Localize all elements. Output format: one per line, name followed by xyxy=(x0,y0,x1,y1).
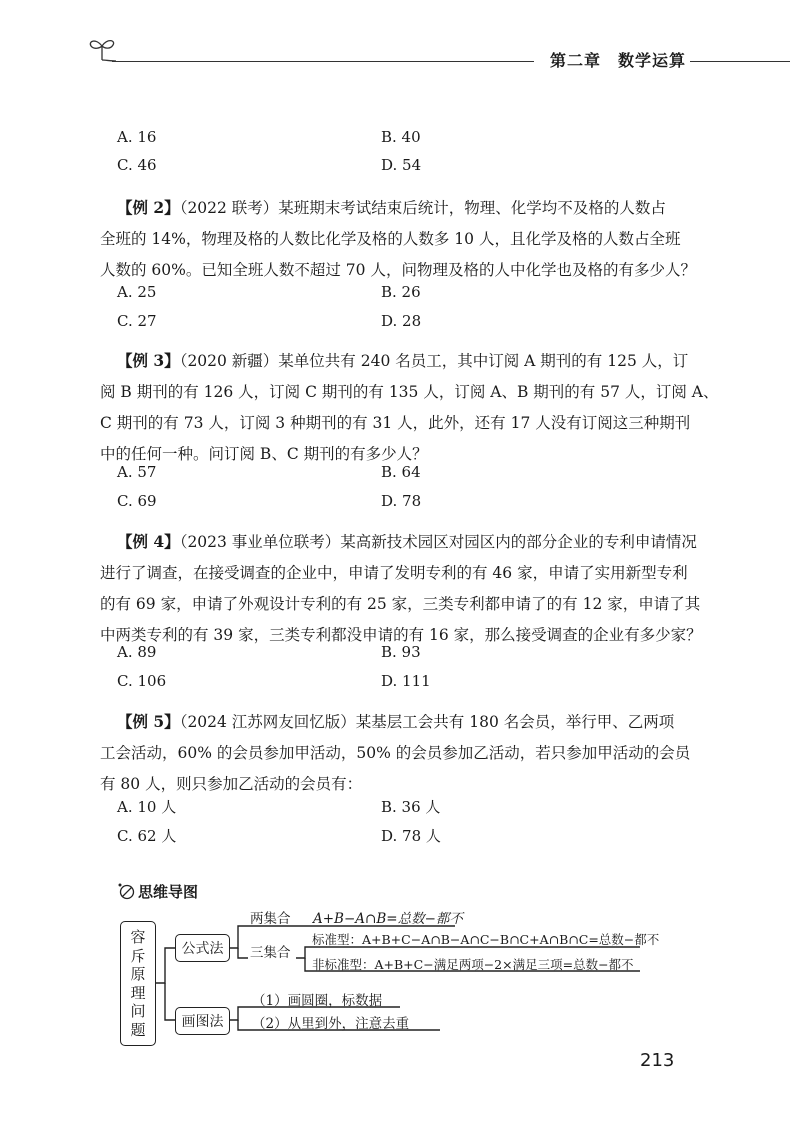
question-line: 工会活动，60% 的会员参加甲活动，50% 的会员参加乙活动，若只参加甲活动的会员 xyxy=(100,744,691,762)
root-char: 题 xyxy=(130,1020,146,1039)
option-a: A. 10 人 xyxy=(117,798,177,816)
standard-formula: 标准型：A+B+C−A∩B−A∩C−B∩C+A∩B∩C=总数−都不 xyxy=(312,932,660,947)
option-b: B. 26 xyxy=(381,283,421,301)
mindmap-root xyxy=(120,921,156,1046)
formula-method-label: 公式法 xyxy=(181,941,224,957)
option-d: D. 78 人 xyxy=(381,827,441,845)
question-line: （2020 新疆）某单位共有 240 名员工，其中订阅 A 期刊的有 125 人，订 xyxy=(179,352,689,370)
example-2-tag: 【例 2】 xyxy=(117,198,180,217)
option-a: A. 57 xyxy=(117,463,157,481)
drawing-step: （2）从里到外，注意去重 xyxy=(252,1016,410,1032)
option-c: C. 46 xyxy=(117,156,157,174)
root-char: 容 xyxy=(130,928,146,946)
option-a: A. 89 xyxy=(117,643,157,661)
option-d: D. 111 xyxy=(381,672,431,690)
option-d: D. 78 xyxy=(381,492,422,510)
mindmap-title: 思维导图 xyxy=(138,883,199,901)
option-c: C. 27 xyxy=(117,312,157,330)
question-line: （2023 事业单位联考）某高新技术园区对园区内的部分企业的专利申请情况 xyxy=(179,533,697,551)
root-char: 问 xyxy=(130,1002,146,1020)
option-a: A. 16 xyxy=(117,128,157,146)
root-char: 原 xyxy=(130,965,146,983)
option-c: C. 106 xyxy=(117,672,167,690)
option-b: B. 64 xyxy=(381,463,421,481)
nonstandard-formula: 非标准型：A+B+C−满足两项−2×满足三项=总数−都不 xyxy=(312,957,634,972)
question-line: C 期刊的有 73 人，订阅 3 种期刊的有 31 人，此外，还有 17 人没有订阅这三种期刊 xyxy=(100,414,691,432)
option-c: C. 62 人 xyxy=(117,827,177,845)
question-line: 全班的 14%，物理及格的人数比化学及格的人数多 10 人，且化学及格的人数占全班 xyxy=(100,230,681,248)
option-b: B. 40 xyxy=(381,128,421,146)
example-3-tag: 【例 3】 xyxy=(117,351,180,370)
formula-method-node xyxy=(175,934,230,962)
chapter-title: 第二章 数学运算 xyxy=(550,51,687,70)
two-sets-formula: A+B−A∩B=总数−都不 xyxy=(313,911,463,927)
drawing-method-node xyxy=(175,1007,230,1035)
question-line: 阅 B 期刊的有 126 人，订阅 C 期刊的有 135 人，订阅 A、B 期刊的有 57 人，订阅 A、 xyxy=(100,383,719,401)
drawing-step: （1）画圆圈，标数据 xyxy=(252,993,383,1009)
root-char: 斥 xyxy=(130,946,146,965)
question-line: （2022 联考）某班期末考试结束后统计，物理、化学均不及格的人数占 xyxy=(179,199,666,217)
question-line: 中的任何一种。问订阅 B、C 期刊的有多少人？ xyxy=(100,445,428,463)
question-line: 人数的 60%。已知全班人数不超过 70 人，问物理及格的人中化学也及格的有多少人？ xyxy=(100,261,696,279)
option-b: B. 93 xyxy=(381,643,421,661)
question-line: （2024 江苏网友回忆版）某基层工会共有 180 名会员，举行甲、乙两项 xyxy=(179,713,675,731)
question-line: 中两类专利的有 39 家，三类专利都没申请的有 16 家，那么接受调查的企业有多少家？ xyxy=(100,626,702,644)
drawing-method-label: 画图法 xyxy=(181,1014,224,1030)
root-char: 理 xyxy=(130,983,146,1002)
option-d: D. 54 xyxy=(381,156,422,174)
question-line: 的有 69 家，申请了外观设计专利的有 25 家，三类专利都申请了的有 12 家，申请了其 xyxy=(100,595,701,613)
three-sets-label: 三集合 xyxy=(250,945,291,961)
example-4-tag: 【例 4】 xyxy=(117,532,180,551)
page-number: 213 xyxy=(640,1050,675,1071)
example-5-tag: 【例 5】 xyxy=(117,712,180,731)
two-sets-label: 两集合 xyxy=(250,911,291,927)
option-a: A. 25 xyxy=(117,283,157,301)
question-line: 有 80 人，则只参加乙活动的会员有： xyxy=(100,775,363,793)
question-line: 进行了调查，在接受调查的企业中，申请了发明专利的有 46 家，申请了实用新型专利 xyxy=(100,564,688,582)
option-b: B. 36 人 xyxy=(381,798,441,816)
option-c: C. 69 xyxy=(117,492,157,510)
option-d: D. 28 xyxy=(381,312,422,330)
